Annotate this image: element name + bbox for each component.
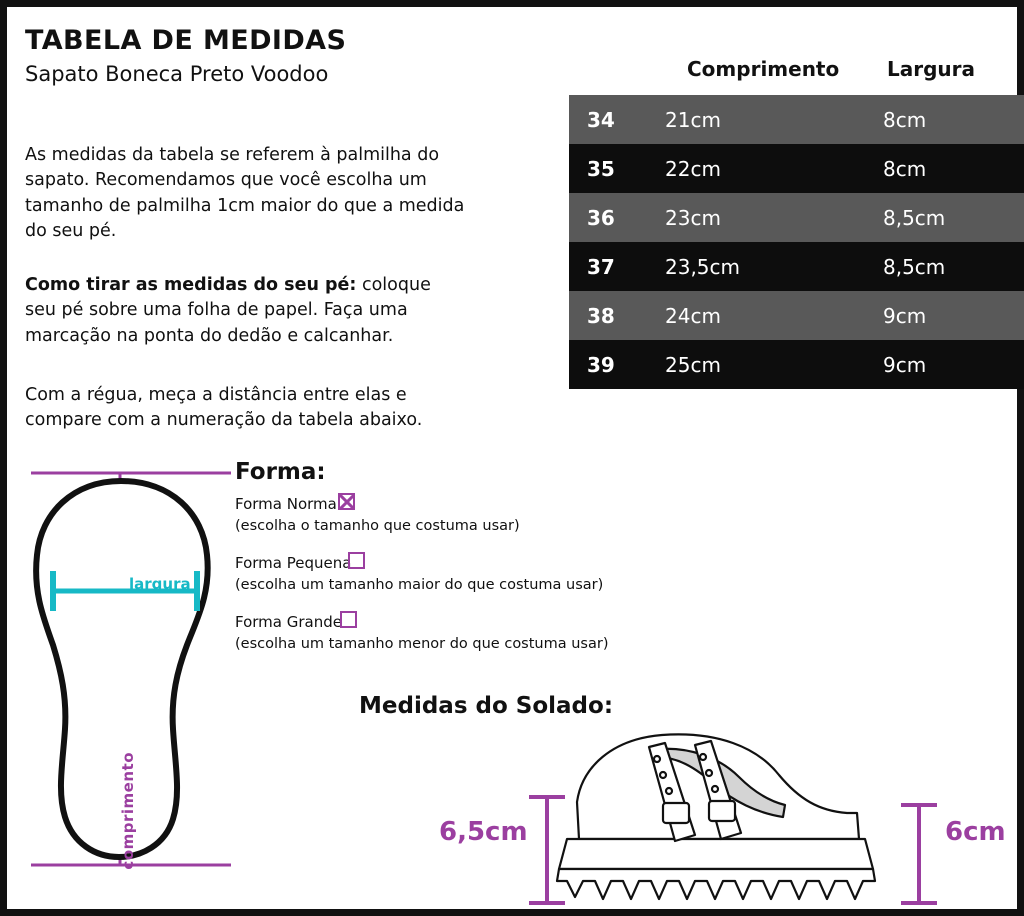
sole-width-label: largura: [129, 575, 191, 593]
table-row: [569, 95, 1024, 144]
forma-option-normal-checkbox[interactable]: [338, 493, 355, 510]
cell-width: 8,5cm: [865, 242, 1024, 291]
forma-option-normal-label: Forma Normal: [235, 495, 342, 513]
shoe-outsole-teeth-path: [557, 869, 875, 899]
cell-width: 8cm: [865, 144, 1024, 193]
forma-section-title: Forma:: [235, 459, 326, 485]
forma-option-grande-label: Forma Grande: [235, 613, 342, 631]
shoe-side-svg: [427, 707, 1007, 907]
cell-size: 37: [569, 242, 647, 291]
shoe-buckle-2: [709, 801, 735, 821]
forma-option-grande-checkbox[interactable]: [340, 611, 357, 628]
cell-size: 38: [569, 291, 647, 340]
cell-size: 39: [569, 340, 647, 389]
forma-option-normal-hint: (escolha o tamanho que costuma usar): [235, 518, 520, 534]
intro-paragraph-3: Com a régua, meça a distância entre elas e compare com a numeração da tabela abaixo.: [25, 385, 423, 431]
cell-size: 36: [569, 193, 647, 242]
intro-paragraph-2: [25, 273, 465, 349]
strap-hole: [712, 786, 718, 792]
cell-length: 24cm: [647, 291, 865, 340]
strap-hole: [666, 788, 672, 794]
shoe-side-diagram: [427, 707, 1007, 907]
platform-measure-label: 6cm: [945, 817, 1006, 847]
shoe-buckle-1: [663, 803, 689, 823]
size-table: [569, 95, 1024, 389]
intro-paragraph-1: As medidas da tabela se referem à palmilha do sapato. Recomendamos que você escolha um tamanho de palmilha 1cm maior do que a medida do seu pé.: [25, 145, 465, 242]
page-inner: [7, 7, 1017, 909]
sole-length-label: comprimento: [119, 752, 137, 870]
table-row: [569, 242, 1024, 291]
page-title: TABELA DE MEDIDAS: [25, 25, 347, 56]
table-row: [569, 340, 1024, 389]
size-table-wrapper: [569, 53, 1001, 389]
cell-width: 8,5cm: [865, 193, 1024, 242]
page-subtitle: Sapato Boneca Preto Voodoo: [25, 62, 329, 86]
cell-size: 35: [569, 144, 647, 193]
table-row: [569, 193, 1024, 242]
cell-length: 25cm: [647, 340, 865, 389]
cell-width: 8cm: [865, 95, 1024, 144]
how-to-measure-heading: Como tirar as medidas do seu pé:: [25, 275, 357, 295]
strap-hole: [706, 770, 712, 776]
how-to-measure-text: coloque seu pé sobre uma folha de papel. Faça uma marcação na ponta do dedão e calcanhar.: [25, 275, 431, 346]
cell-length: 23,5cm: [647, 242, 865, 291]
cell-size: 34: [569, 95, 647, 144]
table-row: [569, 144, 1024, 193]
column-header-comprimento: Comprimento: [687, 57, 840, 81]
size-table-header-row: [569, 53, 1001, 95]
cell-width: 9cm: [865, 291, 1024, 340]
strap-hole: [660, 772, 666, 778]
cell-length: 21cm: [647, 95, 865, 144]
solado-section-title: Medidas do Solado:: [359, 693, 614, 719]
strap-hole: [700, 754, 706, 760]
cell-length: 22cm: [647, 144, 865, 193]
table-row: [569, 291, 1024, 340]
shoe-platform-path: [559, 839, 873, 869]
cell-width: 9cm: [865, 340, 1024, 389]
heel-measure-label: 6,5cm: [439, 817, 528, 847]
forma-option-pequena-hint: (escolha um tamanho maior do que costuma usar): [235, 577, 604, 593]
column-header-largura: Largura: [887, 57, 976, 81]
forma-option-pequena-label: Forma Pequena: [235, 554, 352, 572]
strap-hole: [654, 756, 660, 762]
forma-option-grande-hint: (escolha um tamanho menor do que costuma usar): [235, 636, 609, 652]
forma-option-pequena-checkbox[interactable]: [348, 552, 365, 569]
cell-length: 23cm: [647, 193, 865, 242]
